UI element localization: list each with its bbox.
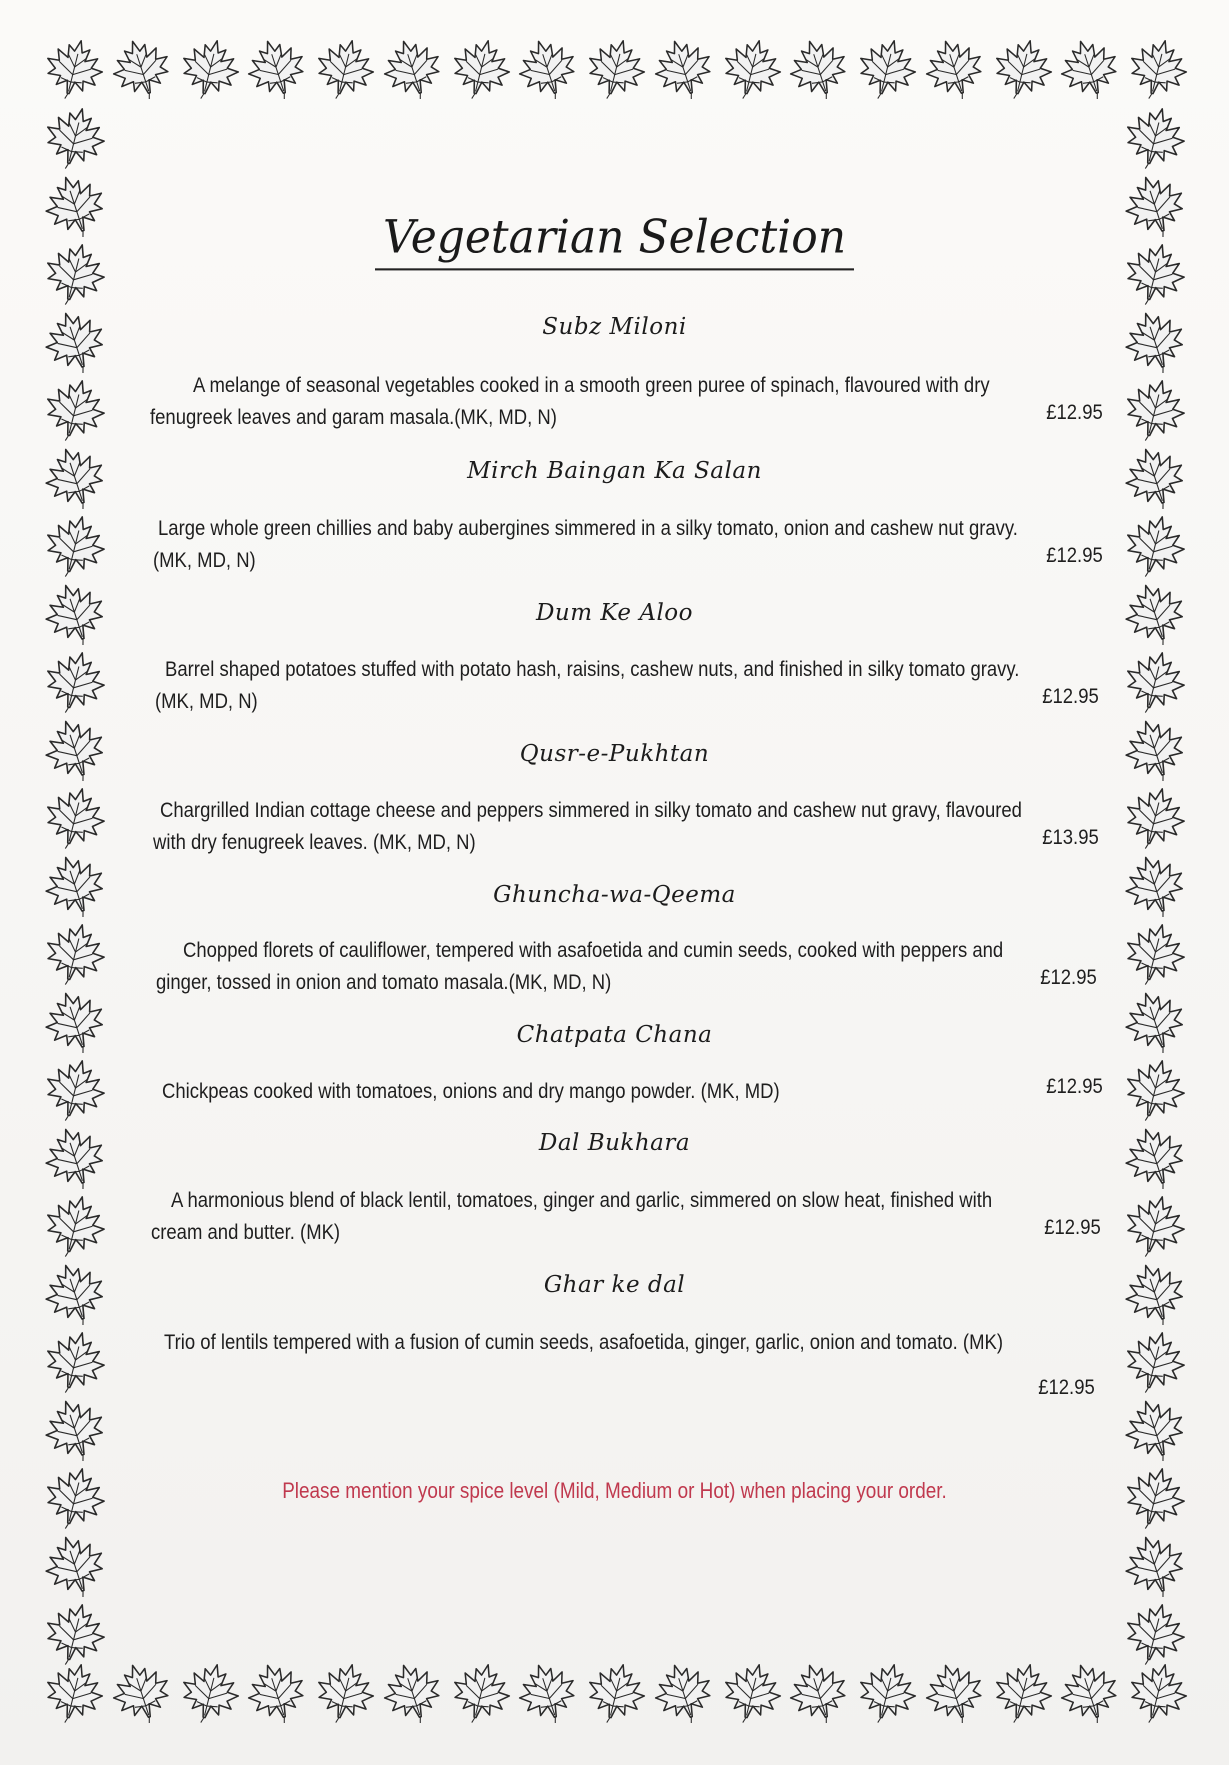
maple-leaf-icon	[1113, 505, 1197, 588]
dish-price: £12.95	[1044, 1215, 1101, 1239]
dish-name-dal-bukhara: Dal Bukhara	[538, 1130, 691, 1156]
maple-leaf-icon	[33, 505, 117, 588]
dish-name-mirch-baingan-ka-salan: Mirch Baingan Ka Salan	[467, 458, 762, 484]
dish-price: £12.95	[1046, 400, 1103, 424]
maple-leaf-icon	[1113, 97, 1197, 180]
maple-leaf-icon	[912, 27, 997, 113]
maple-leaf-icon	[370, 27, 455, 113]
maple-leaf-icon	[1117, 1653, 1199, 1735]
maple-leaf-icon	[846, 29, 928, 111]
maple-leaf-icon	[31, 1523, 119, 1609]
maple-leaf-icon	[1111, 1387, 1199, 1473]
maple-leaf-icon	[1113, 1593, 1197, 1676]
maple-leaf-icon	[33, 1185, 117, 1268]
dish-name-qusr-e-pukhtan: Qusr-e-Pukhtan	[519, 741, 710, 767]
maple-leaf-icon	[99, 27, 184, 113]
dish-description-line: Barrel shaped potatoes stuffed with potato hash, raisins, cashew nuts, and finished in silky tomato gravy.	[165, 657, 1020, 681]
maple-leaf-icon	[1113, 641, 1197, 724]
maple-leaf-icon	[33, 913, 117, 996]
dish-description-line: (MK, MD, N)	[155, 689, 258, 713]
maple-leaf-icon	[912, 1651, 997, 1737]
dish-description-line: Chargrilled Indian cottage cheese and peppers simmered in silky tomato and cashew nut gravy, flavoured	[160, 798, 1022, 822]
maple-leaf-icon	[31, 1115, 119, 1201]
dish-description-line: A harmonious blend of black lentil, tomatoes, ginger and garlic, simmered on slow heat, finished with	[171, 1188, 993, 1212]
maple-leaf-icon	[304, 1653, 386, 1735]
leaf-border-bottom	[40, 1660, 1192, 1732]
maple-leaf-icon	[370, 1651, 455, 1737]
maple-leaf-icon	[1113, 913, 1197, 996]
maple-leaf-icon	[1113, 1321, 1197, 1404]
maple-leaf-icon	[168, 1653, 250, 1735]
maple-leaf-icon	[31, 299, 119, 385]
maple-leaf-icon	[99, 1651, 184, 1737]
maple-leaf-icon	[1111, 1115, 1199, 1201]
section-title-text: Vegetarian Selection	[375, 211, 854, 271]
dish-description-line: cream and butter. (MK)	[151, 1220, 341, 1244]
dish-description-line: A melange of seasonal vegetables cooked in a smooth green puree of spinach, flavoured with dry	[193, 373, 990, 397]
maple-leaf-icon	[777, 1651, 862, 1737]
dish-description-line: (MK, MD, N)	[153, 548, 256, 572]
section-title	[0, 212, 1229, 269]
maple-leaf-icon	[33, 1653, 115, 1735]
maple-leaf-icon	[846, 1653, 928, 1735]
dish-price: £12.95	[1046, 543, 1103, 567]
maple-leaf-icon	[1048, 1651, 1133, 1737]
maple-leaf-icon	[33, 777, 117, 860]
maple-leaf-icon	[168, 29, 250, 111]
maple-leaf-icon	[33, 1049, 117, 1132]
maple-leaf-icon	[1113, 777, 1197, 860]
maple-leaf-icon	[1048, 27, 1133, 113]
dish-description-line: with dry fenugreek leaves. (MK, MD, N)	[153, 830, 476, 854]
maple-leaf-icon	[33, 1593, 117, 1676]
maple-leaf-icon	[710, 29, 792, 111]
dish-name-ghuncha-wa-qeema: Ghuncha-wa-Qeema	[493, 882, 736, 908]
dish-description-line: ginger, tossed in onion and tomato masala.(MK, MD, N)	[156, 970, 612, 994]
maple-leaf-icon	[33, 369, 117, 452]
maple-leaf-icon	[710, 1653, 792, 1735]
maple-leaf-icon	[575, 1653, 657, 1735]
dish-name-ghar-ke-dal: Ghar ke dal	[543, 1272, 686, 1298]
dish-description-line: fenugreek leaves and garam masala.(MK, MD, N)	[150, 405, 557, 429]
dish-name-subz-miloni: Subz Miloni	[542, 314, 687, 340]
maple-leaf-icon	[439, 1653, 521, 1735]
maple-leaf-icon	[981, 1653, 1063, 1735]
maple-leaf-icon	[234, 1651, 319, 1737]
maple-leaf-icon	[1113, 1049, 1197, 1132]
maple-leaf-icon	[575, 29, 657, 111]
maple-leaf-icon	[981, 29, 1063, 111]
dish-price: £12.95	[1040, 965, 1097, 989]
dish-name-dum-ke-aloo: Dum Ke Aloo	[535, 600, 694, 626]
dish-description-line: Chickpeas cooked with tomatoes, onions and dry mango powder. (MK, MD)	[162, 1079, 780, 1103]
maple-leaf-icon	[777, 27, 862, 113]
maple-leaf-icon	[234, 27, 319, 113]
dish-price: £12.95	[1038, 1375, 1095, 1399]
maple-leaf-icon	[1117, 29, 1199, 111]
maple-leaf-icon	[1111, 299, 1199, 385]
maple-leaf-icon	[506, 27, 591, 113]
maple-leaf-icon	[304, 29, 386, 111]
dish-description-line: Trio of lentils tempered with a fusion of cumin seeds, asafoetida, ginger, garlic, onion and tomato. (MK)	[164, 1330, 1003, 1354]
maple-leaf-icon	[1113, 369, 1197, 452]
dish-name-chatpata-chana: Chatpata Chana	[516, 1022, 713, 1048]
maple-leaf-icon	[33, 97, 117, 180]
maple-leaf-icon	[641, 27, 726, 113]
dish-price: £12.95	[1042, 684, 1099, 708]
dish-description-line: Large whole green chillies and baby aubergines simmered in a silky tomato, onion and cashew nut gravy.	[158, 516, 1018, 540]
dish-price: £12.95	[1046, 1074, 1103, 1098]
dish-price: £13.95	[1042, 825, 1099, 849]
maple-leaf-icon	[641, 1651, 726, 1737]
maple-leaf-icon	[439, 29, 521, 111]
maple-leaf-icon	[33, 29, 115, 111]
spice-level-note: Please mention your spice level (Mild, Medium or Hot) when placing your order.	[282, 1478, 947, 1503]
dish-description-line: Chopped florets of cauliflower, tempered with asafoetida and cumin seeds, cooked with peppers and	[183, 938, 1004, 962]
maple-leaf-icon	[33, 1321, 117, 1404]
maple-leaf-icon	[1111, 1523, 1199, 1609]
leaf-border-top	[40, 36, 1192, 108]
maple-leaf-icon	[31, 1387, 119, 1473]
maple-leaf-icon	[1113, 1185, 1197, 1268]
maple-leaf-icon	[506, 1651, 591, 1737]
maple-leaf-icon	[33, 641, 117, 724]
